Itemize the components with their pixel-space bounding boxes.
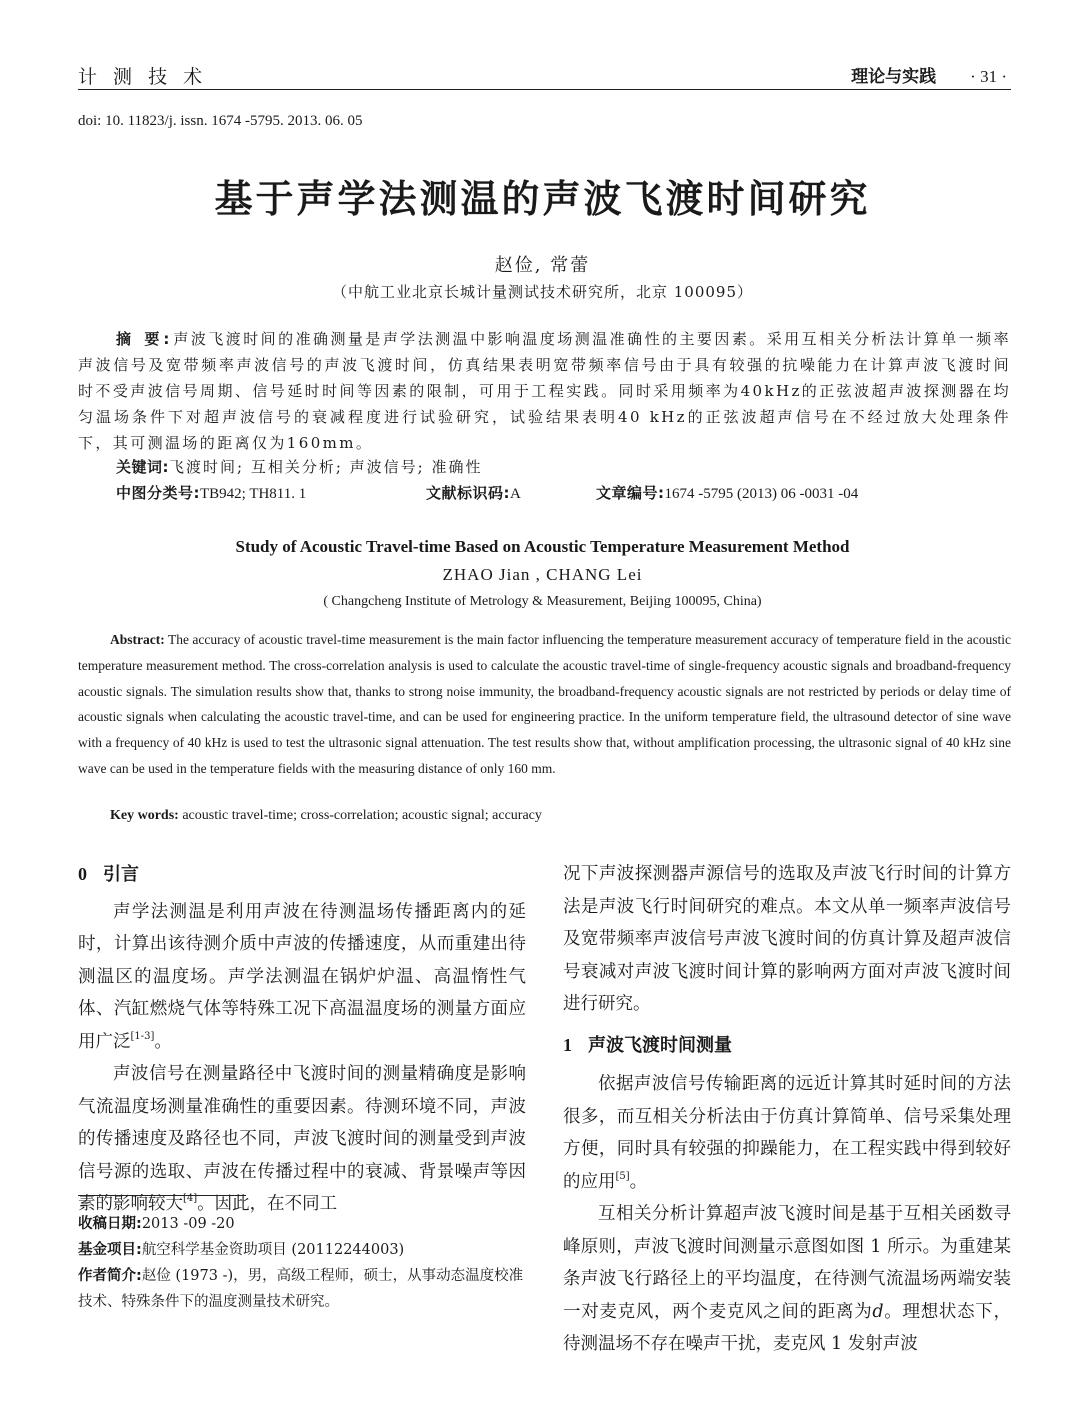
bio-label: 作者简介: bbox=[78, 1268, 142, 1284]
paragraph-2-text: 声波信号在测量路径中飞渡时间的测量精确度是影响气流温度场测量准确性的重要因素。待测环境不同，声波的传播速度及路径也不同，声波飞渡时间的测量受到声波信号源的选取、声波在传播过程中的衰减、背景噪声等因素的影响较大 bbox=[78, 1064, 526, 1214]
paragraph-5-text: 互相关分析计算超声波飞渡时间是基于互相关函数寻峰原则，声波飞渡时间测量示意图如图 1 所示。为重建某条声波飞行路径上的平均温度，在待测气流温场两端安装一对麦克风，两个麦克风之间的距离为 bbox=[563, 1204, 1011, 1322]
left-column bbox=[78, 858, 526, 1221]
section-1-number: 1 bbox=[563, 1034, 572, 1055]
english-abstract-label: Abstract: bbox=[110, 632, 165, 647]
english-affiliation: ( Changcheng Institute of Metrology & Measurement, Beijing 100095, China) bbox=[323, 594, 762, 609]
article-value: 1674 -5795 (2013) 06 -0031 -04 bbox=[664, 486, 859, 502]
paragraph-1-end: 。 bbox=[154, 1031, 172, 1052]
classification-row bbox=[116, 482, 859, 503]
page-number: · 31 · bbox=[970, 67, 1007, 86]
english-keywords-text: acoustic travel-time; cross-correlation; acoustic signal; accuracy bbox=[182, 808, 542, 823]
paragraph-2 bbox=[78, 1058, 526, 1221]
column-name: 理论与实践 bbox=[851, 67, 937, 87]
paragraph-3: 况下声波探测器声源信号的选取及声波飞行时间的计算方法是声波飞行时间研究的难点。本文从单一频率声波信号及宽带频率声波信号声波飞渡时间的仿真计算及超声波信号衰减对声波飞渡时间计算的影响两方面对声波飞渡时间进行研究。 bbox=[563, 864, 1011, 1014]
right-column bbox=[563, 858, 1011, 1361]
affiliation: （中航工业北京长城计量测试技术研究所，北京 100095） bbox=[331, 283, 754, 301]
clc-label: 中图分类号: bbox=[116, 484, 200, 502]
section-1-title: 声波飞渡时间测量 bbox=[588, 1034, 732, 1056]
english-keywords-label: Key words: bbox=[110, 808, 179, 823]
english-authors: ZHAO Jian , CHANG Lei bbox=[442, 565, 643, 584]
variable-d: d bbox=[872, 1301, 884, 1322]
keywords-cn-label: 关键词: bbox=[116, 458, 169, 476]
article-number bbox=[596, 482, 858, 503]
fund-value: 航空科学基金资助项目 (20112244003) bbox=[141, 1242, 405, 1258]
doc-label: 文献标识码: bbox=[426, 484, 510, 502]
abstract-cn-label: 摘 要: bbox=[116, 330, 174, 348]
received-label: 收稿日期: bbox=[78, 1216, 142, 1232]
header-rule bbox=[78, 89, 1011, 90]
abstract-cn bbox=[78, 326, 1011, 456]
keywords-cn-text: 飞渡时间; 互相关分析; 声波信号; 准确性 bbox=[169, 458, 483, 476]
clc-code bbox=[116, 486, 306, 502]
paper-title: 基于声学法测温的声波飞渡时间研究 bbox=[214, 177, 871, 221]
running-head bbox=[851, 62, 1007, 87]
authors: 赵俭, 常蕾 bbox=[494, 255, 591, 276]
citation-4: [4] bbox=[183, 1193, 198, 1204]
footnote-received bbox=[78, 1211, 526, 1237]
received-value: 2013 -09 -20 bbox=[141, 1216, 235, 1232]
abstract-cn-text: 声波飞渡时间的准确测量是声学法测温中影响温度场测温准确性的主要因素。采用互相关分析法计算单一频率声波信号及宽带频率声波信号的声波飞渡时间，仿真结果表明宽带频率信号由于具有较强的抗噪能力在计算声波飞渡时间时不受声波信号周期、信号延时时间等因素的限制，可用于工程实践。同时采用频率为40kHz的正弦波超声波探测器在均匀温场条件下对超声波信号的衰减程度进行试验研究，试验结果表明40 kHz的正弦波超声信号在不经过放大处理条件下，其可测温场的距离仅为160mm。 bbox=[78, 330, 1011, 452]
section-0-number: 0 bbox=[78, 864, 87, 884]
citation-1-3: [1-3] bbox=[130, 1030, 155, 1042]
footnote-rule bbox=[78, 1195, 246, 1196]
document-code bbox=[426, 482, 521, 503]
fund-label: 基金项目: bbox=[78, 1242, 142, 1258]
english-abstract-text: The accuracy of acoustic travel-time measurement is the main factor influencing the temperature measurement accuracy of temperature field in the acoustic temperature measurement method. The cross-correlation analysis is used to calculate the acoustic travel-time of single-frequency acoustic signals and broadband-frequency acoustic signals. The simulation results show that, thanks to strong noise immunity, the broadband-frequency acoustic signals are not restricted by periods or delay time of acoustic signals when calculating the acoustic travel-time, and can be used for engineering practice. In the uniform temperature field, the ultrasound detector of sine wave with a frequency of 40 kHz is used to test the ultrasonic signal attenuation. The test results show that, without amplification processing, the ultrasonic signal of 40 kHz sine wave can be used in the temperature fields with the measuring distance of only 160 mm. bbox=[78, 632, 1011, 776]
footnote-bio bbox=[78, 1263, 526, 1315]
footnotes bbox=[78, 1211, 526, 1315]
paragraph-4-end: 。 bbox=[629, 1171, 648, 1192]
section-0-heading bbox=[78, 858, 526, 892]
section-1-heading bbox=[563, 1029, 1011, 1063]
bio-value: 赵俭 (1973 -)，男，高级工程师，硕士，从事动态温度校准技术、特殊条件下的温度测量技术研究。 bbox=[78, 1268, 524, 1310]
paragraph-5-end: 。理想状态下，待测温场不存在噪声干扰，麦克风 1 发射声波 bbox=[563, 1301, 1012, 1354]
doi: doi: 10. 11823/j. issn. 1674 -5795. 2013. 06. 05 bbox=[78, 113, 363, 129]
english-abstract bbox=[78, 627, 1011, 782]
paragraph-1 bbox=[78, 896, 526, 1059]
paragraph-5 bbox=[563, 1198, 1011, 1361]
english-title: Study of Acoustic Travel-time Based on Acoustic Temperature Measurement Method bbox=[235, 537, 850, 556]
english-keywords bbox=[110, 808, 542, 824]
article-label: 文章编号: bbox=[596, 484, 665, 502]
paragraph-1-text: 声学法测温是利用声波在待测温场传播距离内的延时，计算出该待测介质中声波的传播速度，从而重建出待测温区的温度场。声学法测温在锅炉炉温、高温惰性气体、汽缸燃烧气体等特殊工况下高温温度场的测量方面应用广泛 bbox=[78, 901, 526, 1052]
journal-name: 计 测 技 术 bbox=[78, 66, 208, 88]
doc-value: A bbox=[510, 486, 521, 502]
citation-5: [5] bbox=[615, 1170, 630, 1182]
section-0-title: 引言 bbox=[103, 864, 139, 885]
footnote-fund bbox=[78, 1237, 526, 1263]
clc-value: TB942; TH811. 1 bbox=[200, 486, 307, 502]
paragraph-4-text: 依据声波信号传输距离的远近计算其时延时间的方法很多，而互相关分析法由于仿真计算简单、信号采集处理方便，同时具有较强的抑躁能力，在工程实践中得到较好的应用 bbox=[563, 1074, 1011, 1192]
keywords-cn bbox=[116, 456, 482, 477]
paragraph-4 bbox=[563, 1068, 1011, 1198]
paragraph-2-end: 。因此，在不同工 bbox=[197, 1194, 338, 1214]
